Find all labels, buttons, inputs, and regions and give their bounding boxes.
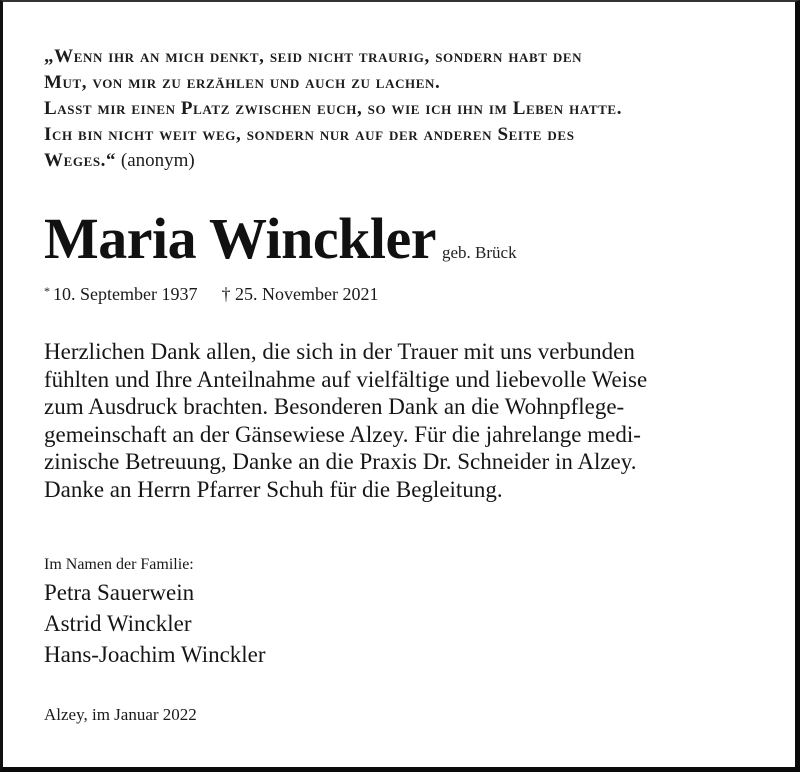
message-line: gemeinschaft an der Gänsewiese Alzey. Für die jahrelange medi- [44, 421, 641, 447]
thank-you-message [44, 338, 764, 503]
quote-line: Mut, von mir zu erzählen und auch zu lachen. [44, 72, 441, 93]
quote-line: Lasst mir einen Platz zwischen euch, so wie ich ihn im Leben hatte. [44, 98, 623, 119]
signer-name: Hans-Joachim Winckler [44, 642, 266, 667]
message-line: zum Ausdruck brachten. Besonderen Dank an die Wohnpflege- [44, 394, 625, 419]
message-line: Danke an Herrn Pfarrer Schuh für die Begleitung. [44, 476, 503, 502]
death-cross-icon: † [221, 284, 231, 304]
birth-star-icon: * [44, 284, 50, 298]
signer-name: Astrid Winckler [44, 611, 192, 636]
death-date: 25. November 2021 [234, 284, 379, 304]
quote-end: Weges.“ [44, 150, 117, 171]
message-line: Herzlichen Dank allen, die sich in der Trauer mit uns verbunden [44, 339, 635, 364]
place-and-date: Alzey, im Januar 2022 [44, 705, 197, 724]
maiden-name: geb. Brück [441, 243, 517, 262]
message-line: zinische Betreuung, Danke an die Praxis Dr. Schneider in Alzey. [44, 449, 637, 474]
message-line: fühlten und Ihre Anteilnahme auf vielfältige und liebevolle Weise [44, 366, 648, 392]
memorial-quote [44, 44, 764, 174]
signer-name: Petra Sauerwein [44, 580, 195, 605]
birth-date: 10. September 1937 [53, 284, 198, 304]
deceased-name: Maria Winckler [44, 206, 436, 271]
quote-line-last [44, 148, 764, 174]
deceased-heading [44, 206, 517, 272]
quote-line: Ich bin nicht weit weg, sondern nur auf der anderen Seite des [44, 124, 575, 145]
signers-list [44, 577, 266, 670]
family-label: Im Namen der Familie: [44, 556, 194, 573]
quote-attribution: (anonym) [116, 150, 195, 171]
life-dates [44, 284, 378, 305]
quote-line: „Wenn ihr an mich denkt, seid nicht traurig, sondern habt den [44, 46, 583, 67]
